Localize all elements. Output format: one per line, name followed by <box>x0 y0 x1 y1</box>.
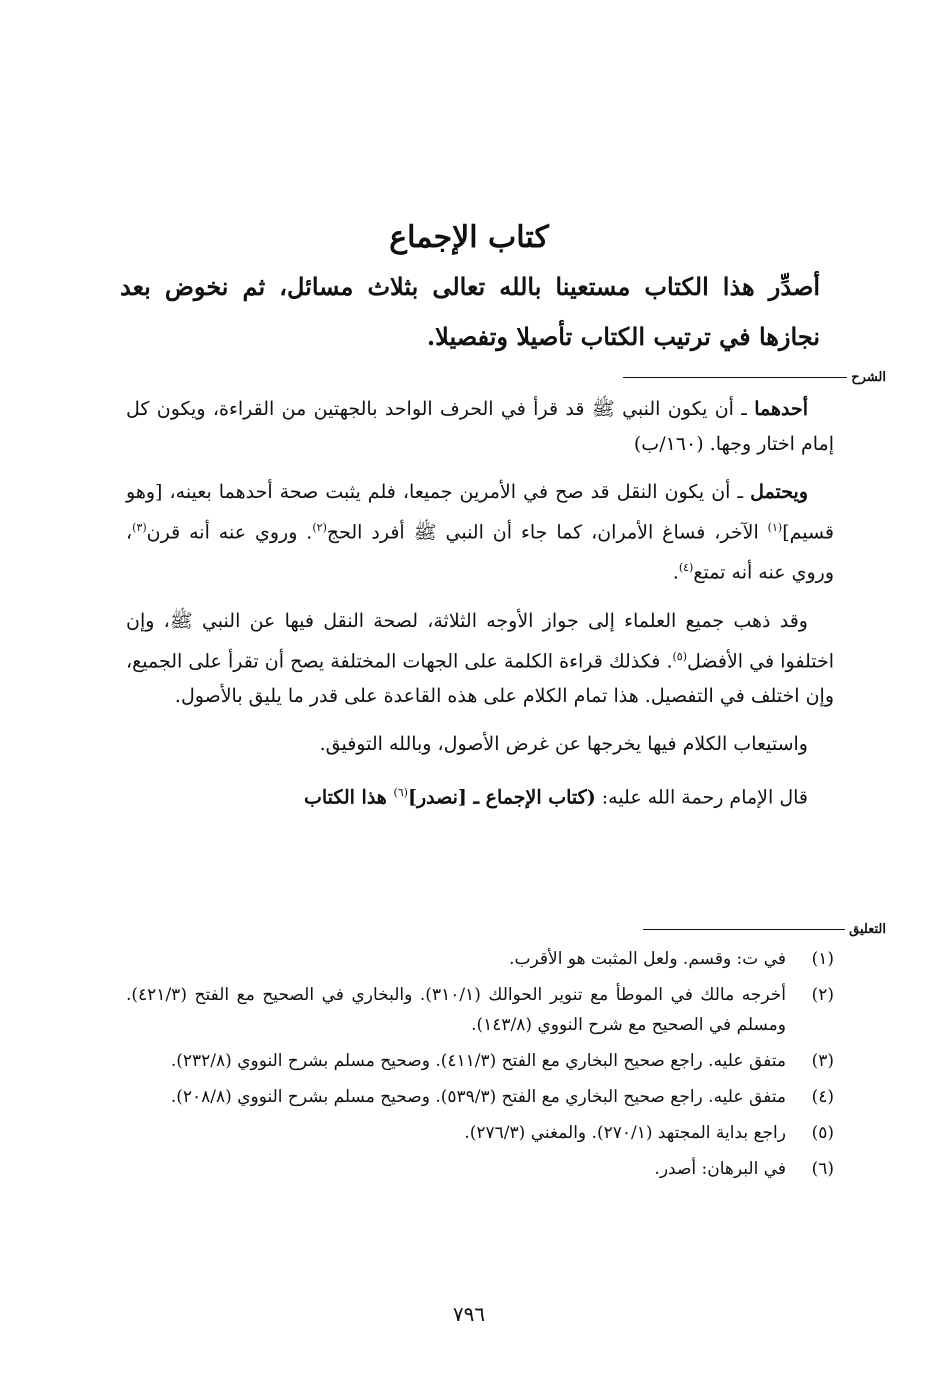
footnote-item <box>126 980 834 1040</box>
footnote-number: (٥) <box>811 1123 834 1143</box>
commentary-paragraph-5 <box>126 775 834 815</box>
footnote-item <box>126 1082 834 1112</box>
footnote-number: (٣) <box>811 1051 834 1071</box>
taliq-divider <box>643 922 886 936</box>
footnote-ref: (٥) <box>672 649 688 663</box>
commentary-paragraph-1 <box>126 392 834 462</box>
footnote-number: (٢) <box>811 985 834 1005</box>
footnote-number: (٦) <box>811 1159 834 1179</box>
footnote-ref: (٢) <box>312 521 327 534</box>
commentary-text: . وروي عنه أنه قرن <box>146 521 313 544</box>
commentary-paragraph-3 <box>126 604 834 714</box>
commentary-text: . <box>672 561 679 584</box>
footnote-item <box>126 1118 834 1148</box>
quoted-text: هذا الكتاب <box>303 786 394 809</box>
commentary-text: واستيعاب الكلام فيها يخرجها عن غرض الأصول، وبالله التوفيق. <box>319 732 808 755</box>
footnote-number: (٤) <box>811 1087 834 1107</box>
divider-line <box>643 929 845 930</box>
sharh-divider <box>623 370 886 384</box>
footnote-number: (١) <box>811 949 834 969</box>
commentary-text: وقد ذهب جميع العلماء إلى جواز الأوجه الثلاثة، لصحة النقل فيها عن النبي ﷺ، وإن اختلفوا في الأفضل <box>126 609 834 672</box>
footnote-item <box>126 944 834 974</box>
commentary-lead-word: ويحتمل <box>750 481 808 503</box>
commentary-lead-word: أحدهما <box>754 398 808 420</box>
footnote-item <box>126 1154 834 1184</box>
footnote-ref: (٤) <box>678 561 694 575</box>
matn-text: أصدِّر هذا الكتاب مستعينا بالله تعالى بثلاث مسائل، ثم نخوض بعد نجازها في ترتيب الكتاب تأصيلا وتفصيلا. <box>120 272 820 351</box>
sharh-label: الشرح <box>851 369 886 385</box>
footnote-text: متفق عليه. راجع صحيح البخاري مع الفتح (٤١١/٣). وصحيح مسلم بشرح النووي (٢٣٢/٨). <box>170 1051 786 1071</box>
commentary-text: ، وروي عنه أنه تمتع <box>126 521 834 584</box>
commentary <box>126 392 834 828</box>
commentary-text: . فكذلك قراءة الكلمة على الجهات المختلفة يصح أن تقرأ على الجميع، وإن اختلف في التفصيل. هذا تمام الكلام على هذه القاعدة على قدر ما يليق بالأصول. <box>126 649 834 707</box>
commentary-paragraph-4 <box>126 727 834 762</box>
taliq-label: التعليق <box>849 921 886 937</box>
footnote-item <box>126 1046 834 1076</box>
footnotes <box>126 944 834 1190</box>
footnote-text: متفق عليه. راجع صحيح البخاري مع الفتح (٥٣٩/٣). وصحيح مسلم بشرح النووي (٢٠٨/٨). <box>170 1087 786 1107</box>
commentary-text: الآخر، فساغ الأمران، كما جاء أن النبي ﷺ أفرد الحج <box>326 521 768 544</box>
footnote-ref: (٦) <box>393 785 408 799</box>
commentary-text: ـ أن يكون النبي ﷺ قد قرأ في الحرف الواحد بالجهتين من القراءة، ويكون كل إمام اختار وجها. (١٦٠/ب) <box>126 398 834 455</box>
footnote-ref: (٣) <box>132 521 147 534</box>
quoted-text: (كتاب الإجماع ـ [نصدر] <box>407 786 596 809</box>
page-number: ٧٩٦ <box>452 1302 486 1326</box>
footnote-ref: (١) <box>767 521 783 534</box>
footnote-text: في ت: وقسم. ولعل المثبت هو الأقرب. <box>509 949 786 969</box>
divider-line <box>623 377 847 378</box>
footnote-text: أخرجه مالك في الموطأ مع تنوير الحوالك (٣١٠/١). والبخاري في الصحيح مع الفتح (٤٢١/٣). ومسلم في الصحيح مع شرح النووي (١٤٣/٨). <box>126 985 786 1035</box>
footnote-text: راجع بداية المجتهد (٢٧٠/١). والمغني (٢٧٦/٣). <box>464 1123 786 1143</box>
commentary-paragraph-2 <box>126 475 834 591</box>
footnote-text: في البرهان: أصدر. <box>654 1159 786 1179</box>
commentary-text: ـ أن يكون النقل قد صح في الأمرين جميعا، فلم يثبت صحة أحدهما بعينه، [وهو قسيم] <box>126 481 835 544</box>
chapter-title: كتاب الإجماع <box>389 220 549 255</box>
commentary-text: قال الإمام رحمة الله عليه: <box>595 786 808 809</box>
